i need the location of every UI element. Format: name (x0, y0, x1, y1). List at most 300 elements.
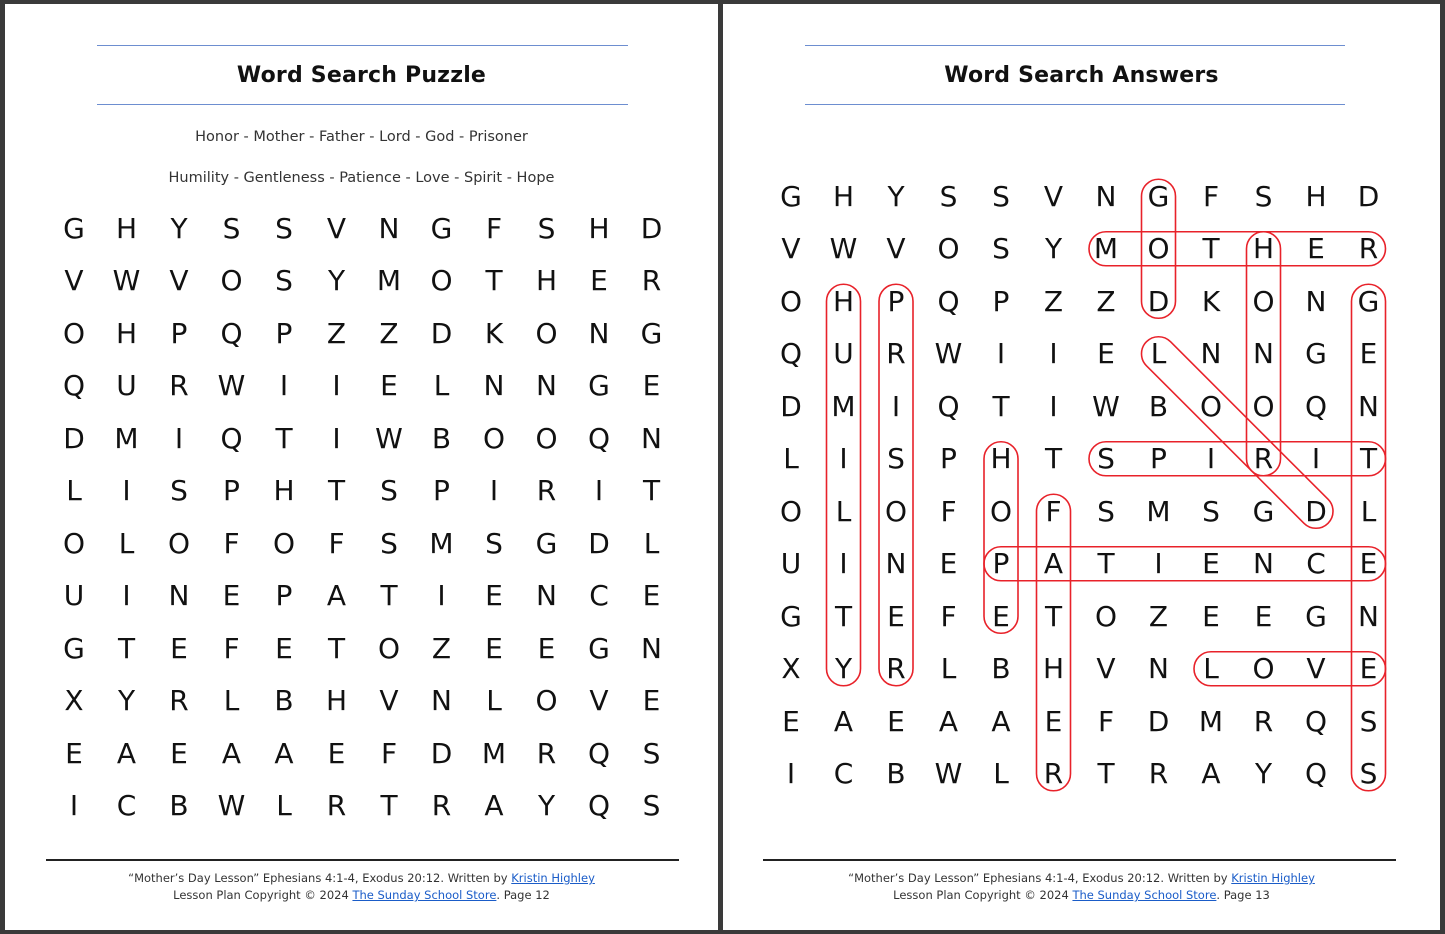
grid-letter: S (1202, 494, 1220, 528)
grid-letter: D (1357, 179, 1380, 213)
grid-letter: O (1252, 389, 1275, 423)
grid-letter: Z (326, 316, 347, 350)
grid-letter: O (884, 494, 908, 528)
grid-letter: A (991, 704, 1011, 738)
grid-letter: E (537, 631, 556, 665)
grid-letter: D (780, 389, 802, 423)
grid-letter: O (377, 631, 401, 665)
grid-letter: M (376, 264, 402, 298)
grid-row (723, 538, 1440, 591)
grid-letter: K (1201, 284, 1221, 318)
grid-letter: L (835, 494, 852, 528)
grid-letter: S (222, 211, 241, 245)
grid-letter: C (116, 789, 137, 823)
grid-letter: O (167, 526, 191, 560)
grid-letter: O (1147, 232, 1170, 266)
grid-letter: Y (327, 264, 346, 298)
grid-row (5, 517, 718, 570)
grid-letter: I (1049, 337, 1058, 371)
grid-letter: E (1254, 599, 1273, 633)
page-title: Word Search Puzzle (236, 63, 487, 88)
grid-letter: I (489, 474, 499, 508)
grid-letter: O (1199, 389, 1223, 423)
grid-letter: G (640, 316, 663, 350)
grid-letter: H (325, 684, 348, 718)
grid-letter: O (220, 264, 243, 298)
grid-letter: E (65, 736, 83, 770)
footer-rule (46, 859, 679, 861)
grid-letter: T (834, 599, 853, 633)
footer-line-1 (723, 870, 1440, 887)
grid-letter: T (485, 264, 503, 298)
grid-letter: V (781, 232, 801, 266)
grid-letter: B (991, 652, 1011, 686)
grid-letter: R (1043, 757, 1064, 791)
grid-letter: G (1147, 179, 1170, 213)
grid-letter: N (378, 211, 400, 245)
grid-letter: E (1359, 337, 1378, 371)
grid-letter: Q (937, 389, 960, 423)
grid-letter: S (170, 474, 188, 508)
grid-letter: I (594, 474, 604, 508)
grid-letter: W (217, 369, 246, 403)
grid-letter: O (1252, 652, 1275, 686)
grid-letter: Y (834, 652, 853, 686)
grid-letter: N (641, 421, 662, 455)
grid-row (5, 675, 718, 728)
page-footer (723, 870, 1440, 904)
store-link[interactable]: The Sunday School Store (352, 888, 497, 902)
grid-letter: L (993, 757, 1009, 791)
grid-letter: S (275, 211, 293, 245)
grid-row (723, 275, 1440, 328)
grid-letter: L (486, 684, 502, 718)
grid-letter: E (380, 369, 398, 403)
grid-row (5, 570, 718, 623)
grid-letter: O (430, 264, 453, 298)
grid-letter: S (642, 789, 661, 823)
grid-letter: S (275, 264, 293, 298)
grid-letter: A (221, 736, 242, 770)
grid-letter: Q (779, 337, 803, 371)
grid-letter: T (380, 789, 398, 823)
grid-letter: M (429, 526, 454, 560)
grid-letter: N (1095, 179, 1117, 213)
grid-letter: I (69, 789, 79, 823)
grid-letter: Z (379, 316, 399, 350)
footer-line-2 (5, 887, 718, 904)
grid-letter: E (642, 579, 661, 613)
grid-letter: I (1206, 442, 1216, 476)
grid-letter: Y (1254, 757, 1273, 791)
grid-letter: I (437, 579, 446, 613)
grid-letter: E (170, 736, 188, 770)
grid-letter: H (535, 264, 558, 298)
grid-letter: S (537, 211, 556, 245)
grid-letter: F (940, 494, 957, 528)
grid-letter: Z (1043, 284, 1064, 318)
grid-letter: F (1097, 704, 1115, 738)
grid-row (5, 412, 718, 465)
grid-letter: U (780, 547, 802, 581)
grid-letter: O (779, 284, 803, 318)
author-link[interactable]: Kristin Highley (1231, 871, 1315, 885)
grid-letter: L (940, 652, 957, 686)
grid-letter: Q (937, 284, 960, 318)
grid-letter: E (485, 631, 503, 665)
grid-letter: N (1305, 284, 1327, 318)
grid-letter: R (1253, 704, 1274, 738)
grid-row (5, 202, 718, 255)
grid-letter: O (989, 494, 1013, 528)
grid-letter: B (886, 757, 906, 791)
grid-letter: M (831, 389, 856, 423)
grid-letter: S (939, 179, 958, 213)
page-title: Word Search Answers (944, 63, 1219, 88)
letter-grid (5, 202, 718, 832)
grid-row (723, 485, 1440, 538)
grid-letter: K (484, 316, 504, 350)
grid-letter: G (1357, 284, 1380, 318)
grid-letter: L (1150, 337, 1167, 371)
grid-letter: X (781, 652, 801, 686)
grid-row (5, 727, 718, 780)
grid-letter: H (115, 211, 138, 245)
title-rule-bottom (97, 104, 628, 105)
grid-letter: U (63, 579, 85, 613)
grid-letter: T (1097, 757, 1115, 791)
grid-letter: I (839, 547, 848, 581)
grid-letter: N (1200, 337, 1222, 371)
grid-letter: E (1307, 232, 1325, 266)
grid-letter: R (326, 789, 347, 823)
grid-letter: I (332, 421, 341, 455)
grid-letter: N (1253, 337, 1274, 371)
grid-letter: G (1252, 494, 1275, 528)
grid-letter: T (1202, 232, 1220, 266)
grid-letter: E (1097, 337, 1115, 371)
grid-letter: W (934, 337, 963, 371)
grid-letter: O (272, 526, 296, 560)
page-footer (5, 870, 718, 904)
footer-rule (763, 859, 1396, 861)
grid-letter: Y (887, 179, 905, 213)
store-link[interactable]: The Sunday School Store (1072, 888, 1217, 902)
grid-letter: W (934, 757, 963, 791)
grid-letter: I (332, 369, 341, 403)
grid-row (5, 360, 718, 413)
grid-letter: D (1147, 284, 1170, 318)
grid-letter: R (886, 652, 906, 686)
grid-letter: E (642, 369, 661, 403)
grid-letter: B (274, 684, 294, 718)
grid-letter: E (275, 631, 293, 665)
grid-letter: I (122, 474, 131, 508)
grid-letter: H (1305, 179, 1327, 213)
grid-letter: S (1097, 442, 1115, 476)
footer-page-number: . Page 13 (1216, 888, 1270, 902)
grid-letter: H (1042, 652, 1065, 686)
grid-letter: G (780, 179, 802, 213)
grid-letter: Q (587, 736, 611, 770)
grid-letter: Q (1304, 757, 1328, 791)
grid-letter: S (380, 474, 398, 508)
grid-letter: S (992, 179, 1010, 213)
grid-letter: L (118, 526, 135, 560)
grid-letter: T (327, 474, 346, 508)
word-list-line-1: Honor - Mother - Father - Lord - God - Prisoner (195, 129, 528, 145)
grid-letter: D (63, 421, 85, 455)
grid-letter: E (1044, 704, 1063, 738)
grid-letter: R (1253, 442, 1274, 476)
grid-letter: Q (1304, 389, 1328, 423)
answers-page (723, 4, 1440, 930)
grid-letter: P (992, 284, 1010, 318)
grid-letter: A (1043, 547, 1064, 581)
grid-letter: P (223, 474, 240, 508)
grid-letter: A (833, 704, 854, 738)
grid-letter: E (1202, 547, 1220, 581)
grid-letter: O (1252, 284, 1275, 318)
grid-letter: P (170, 316, 188, 350)
grid-letter: T (275, 421, 293, 455)
grid-row (723, 223, 1440, 276)
title-rule-top (805, 45, 1345, 46)
grid-letter: O (535, 421, 558, 455)
grid-letter: S (992, 232, 1010, 266)
grid-letter: L (783, 442, 799, 476)
grid-letter: E (887, 704, 905, 738)
grid-letter: V (169, 264, 189, 298)
word-list-line-2: Humility - Gentleness - Patience - Love - Spirit - Hope (168, 170, 555, 186)
grid-letter: G (63, 631, 85, 665)
grid-row (723, 695, 1440, 748)
grid-letter: F (328, 526, 345, 560)
footer-line-1 (5, 870, 718, 887)
grid-letter: G (1305, 337, 1327, 371)
grid-letter: H (273, 474, 295, 508)
grid-letter: M (114, 421, 139, 455)
grid-letter: Q (587, 421, 611, 455)
grid-letter: E (1359, 547, 1378, 581)
grid-letter: N (1148, 652, 1169, 686)
grid-letter: W (1092, 389, 1120, 423)
grid-letter: G (588, 369, 610, 403)
footer-line-2 (723, 887, 1440, 904)
grid-letter: Q (587, 789, 611, 823)
grid-letter: A (484, 789, 504, 823)
grid-letter: D (430, 316, 453, 350)
grid-letter: X (64, 684, 84, 718)
footer-copyright-text: Lesson Plan Copyright © 2024 (893, 888, 1073, 902)
grid-letter: A (938, 704, 959, 738)
grid-letter: L (433, 369, 450, 403)
grid-letter: R (169, 369, 189, 403)
grid-letter: E (887, 599, 905, 633)
grid-letter: B (431, 421, 452, 455)
grid-row (723, 328, 1440, 381)
grid-letter: L (223, 684, 240, 718)
grid-letter: S (642, 736, 661, 770)
grid-letter: E (1202, 599, 1220, 633)
grid-letter: F (223, 526, 240, 560)
grid-letter: E (642, 684, 661, 718)
grid-letter: N (536, 369, 557, 403)
grid-letter: Z (431, 631, 452, 665)
grid-letter: G (535, 526, 558, 560)
grid-letter: N (588, 316, 610, 350)
grid-letter: L (1203, 652, 1219, 686)
grid-letter: N (168, 579, 190, 613)
grid-letter: U (116, 369, 137, 403)
grid-letter: R (431, 789, 452, 823)
grid-letter: O (62, 316, 86, 350)
footer-page-number: . Page 12 (496, 888, 550, 902)
grid-letter: T (380, 579, 398, 613)
grid-letter: H (115, 316, 138, 350)
grid-letter: S (1359, 704, 1378, 738)
grid-row (723, 380, 1440, 433)
grid-letter: I (839, 442, 848, 476)
grid-letter: V (1096, 652, 1116, 686)
grid-letter: S (1254, 179, 1273, 213)
grid-letter: L (1360, 494, 1377, 528)
grid-letter: H (832, 179, 855, 213)
footer-lesson-text: “Mother’s Day Lesson” Ephesians 4:1-4, Exodus 20:12. Written by (848, 871, 1232, 885)
grid-letter: A (274, 736, 294, 770)
grid-letter: A (326, 579, 347, 613)
grid-letter: P (887, 284, 905, 318)
grid-letter: F (223, 631, 240, 665)
grid-letter: E (222, 579, 241, 613)
grid-letter: N (885, 547, 907, 581)
grid-letter: V (64, 264, 84, 298)
grid-letter: F (485, 211, 503, 245)
grid-letter: E (1359, 652, 1378, 686)
grid-letter: L (66, 474, 82, 508)
grid-letter: O (535, 316, 558, 350)
grid-letter: T (992, 389, 1010, 423)
grid-letter: T (642, 474, 661, 508)
grid-letter: M (481, 736, 507, 770)
grid-letter: F (1045, 494, 1062, 528)
grid-letter: O (482, 421, 506, 455)
grid-letter: S (1097, 494, 1115, 528)
grid-letter: I (786, 757, 796, 791)
grid-letter: I (996, 337, 1006, 371)
grid-letter: Y (537, 789, 556, 823)
grid-row (5, 780, 718, 833)
grid-letter: N (536, 579, 557, 613)
grid-letter: C (589, 579, 609, 613)
grid-letter: G (430, 211, 453, 245)
grid-letter: E (485, 579, 503, 613)
grid-letter: R (536, 736, 557, 770)
grid-letter: R (641, 264, 662, 298)
grid-letter: R (1358, 232, 1379, 266)
grid-letter: Z (1148, 599, 1169, 633)
grid-letter: G (780, 599, 802, 633)
grid-row (723, 170, 1440, 223)
grid-letter: R (536, 474, 557, 508)
grid-letter: B (1148, 389, 1169, 423)
puzzle-page (5, 4, 718, 930)
grid-letter: G (588, 631, 610, 665)
grid-letter: Z (1096, 284, 1116, 318)
title-rule-top (97, 45, 628, 46)
grid-letter: T (1044, 442, 1063, 476)
grid-letter: N (1253, 547, 1274, 581)
grid-letter: F (940, 599, 957, 633)
footer-lesson-text: “Mother’s Day Lesson” Ephesians 4:1-4, Exodus 20:12. Written by (128, 871, 512, 885)
grid-letter: V (886, 232, 906, 266)
grid-letter: D (1147, 704, 1170, 738)
grid-letter: D (1305, 494, 1327, 528)
grid-letter: S (887, 442, 905, 476)
grid-letter: V (1306, 652, 1326, 686)
grid-letter: C (833, 757, 854, 791)
grid-letter: P (1150, 442, 1167, 476)
grid-letter: I (1154, 547, 1163, 581)
grid-letter: E (590, 264, 608, 298)
grid-letter: O (779, 494, 803, 528)
grid-letter: B (169, 789, 189, 823)
grid-letter: U (833, 337, 854, 371)
grid-letter: L (643, 526, 660, 560)
grid-letter: V (326, 211, 347, 245)
grid-letter: M (1093, 232, 1119, 266)
grid-letter: E (327, 736, 346, 770)
grid-row (5, 255, 718, 308)
grid-letter: R (886, 337, 906, 371)
grid-letter: F (1202, 179, 1220, 213)
grid-letter: Q (220, 316, 243, 350)
grid-letter: Q (62, 369, 86, 403)
grid-row (5, 307, 718, 360)
grid-letter: T (327, 631, 346, 665)
author-link[interactable]: Kristin Highley (511, 871, 595, 885)
grid-row (723, 433, 1440, 486)
grid-letter: T (1097, 547, 1115, 581)
grid-letter: E (782, 704, 800, 738)
grid-letter: V (379, 684, 399, 718)
grid-letter: Q (1304, 704, 1328, 738)
grid-letter: C (1306, 547, 1326, 581)
grid-letter: P (992, 547, 1010, 581)
grid-letter: V (1043, 179, 1064, 213)
grid-letter: Q (220, 421, 243, 455)
grid-letter: P (275, 316, 293, 350)
grid-letter: R (1148, 757, 1169, 791)
grid-letter: I (122, 579, 131, 613)
grid-letter: H (832, 284, 855, 318)
grid-letter: Y (170, 211, 188, 245)
grid-letter: N (1358, 599, 1379, 633)
grid-row (5, 622, 718, 675)
grid-letter: I (174, 421, 184, 455)
answer-letter-grid (723, 170, 1440, 800)
grid-letter: D (430, 736, 453, 770)
grid-letter: G (1305, 599, 1327, 633)
grid-letter: I (279, 369, 289, 403)
grid-letter: E (939, 547, 958, 581)
grid-letter: N (431, 684, 452, 718)
grid-letter: S (380, 526, 398, 560)
grid-letter: L (276, 789, 292, 823)
grid-letter: P (275, 579, 293, 613)
grid-letter: I (1311, 442, 1321, 476)
grid-letter: I (1049, 389, 1058, 423)
